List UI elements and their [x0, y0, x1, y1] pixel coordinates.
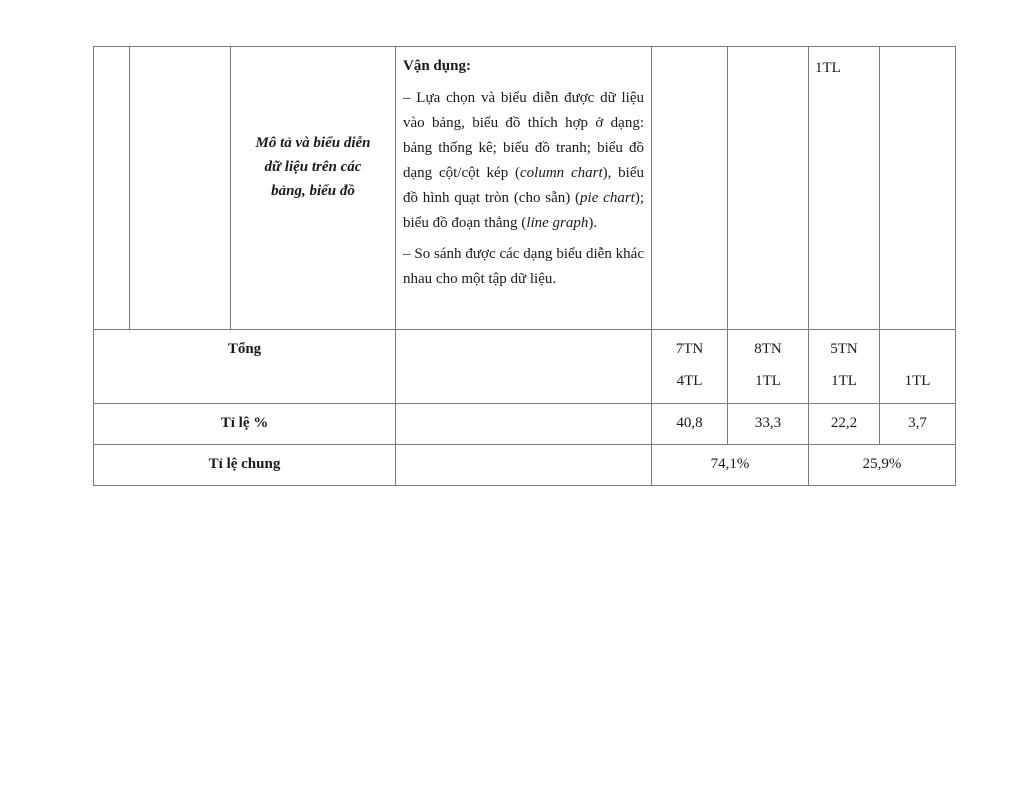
ti-le-row: [94, 404, 956, 445]
ti-le-empty-cell: [396, 404, 652, 445]
requirement-heading: Vận dụng:: [403, 58, 471, 74]
ti-le-chung-right: 25,9%: [809, 445, 956, 486]
tong-label: Tổng: [94, 330, 396, 404]
tong-thong-hieu-tl: 1TL: [755, 373, 781, 389]
requirement-cell: [396, 47, 652, 330]
count-van-dung-cao-cell: [880, 47, 956, 330]
assessment-matrix-table: [93, 46, 956, 486]
topic-line-2: dữ liệu trên các: [264, 159, 362, 175]
tong-van-dung-tl: 1TL: [831, 373, 857, 389]
ti-le-van-dung-cao: 3,7: [880, 404, 956, 445]
tong-nhan-biet-cell: [652, 330, 728, 404]
ti-le-chung-empty-cell: [396, 445, 652, 486]
ti-le-chung-label: Tỉ lệ chung: [94, 445, 396, 486]
ti-le-thong-hieu: 33,3: [728, 404, 809, 445]
ti-le-nhan-biet: 40,8: [652, 404, 728, 445]
tong-thong-hieu-cell: [728, 330, 809, 404]
requirement-paragraph-1: – Lựa chọn và biểu diễn được dữ liệu vào bảng, biểu đồ thích hợp ở dạng: bảng thống kê; biểu đồ tranh; biểu đồ dạng cột/cột kép (column chart), biểu đồ hình quạt tròn (cho sẵn) (pie chart); biểu đồ đoạn thẳng (line graph).: [403, 90, 645, 231]
topic-line-1: Mô tả và biểu diễn: [255, 135, 371, 151]
topic-cell: [231, 47, 396, 330]
count-van-dung-cell: 1TL: [809, 47, 880, 330]
tong-van-dung-tn: 5TN: [830, 341, 858, 357]
topic-line-3: bảng, biểu đồ: [271, 183, 355, 199]
ti-le-van-dung: 22,2: [809, 404, 880, 445]
requirement-row: [94, 47, 956, 330]
count-thong-hieu-cell: [728, 47, 809, 330]
tong-van-dung-cao-cell: 1TL: [880, 330, 956, 404]
ti-le-chung-row: [94, 445, 956, 486]
requirement-paragraph-2: – So sánh được các dạng biểu diễn khác nhau cho một tập dữ liệu.: [403, 246, 644, 287]
tong-thong-hieu-tn: 8TN: [754, 341, 782, 357]
ti-le-label: Tỉ lệ %: [94, 404, 396, 445]
chapter-cell: [130, 47, 231, 330]
tong-nhan-biet-tl: 4TL: [676, 373, 703, 389]
tong-row: [94, 330, 956, 404]
ti-le-chung-left: 74,1%: [652, 445, 809, 486]
index-cell: [94, 47, 130, 330]
tong-van-dung-cell: [809, 330, 880, 404]
tong-empty-cell: [396, 330, 652, 404]
tong-nhan-biet-tn: 7TN: [675, 341, 704, 357]
count-nhan-biet-cell: [652, 47, 728, 330]
